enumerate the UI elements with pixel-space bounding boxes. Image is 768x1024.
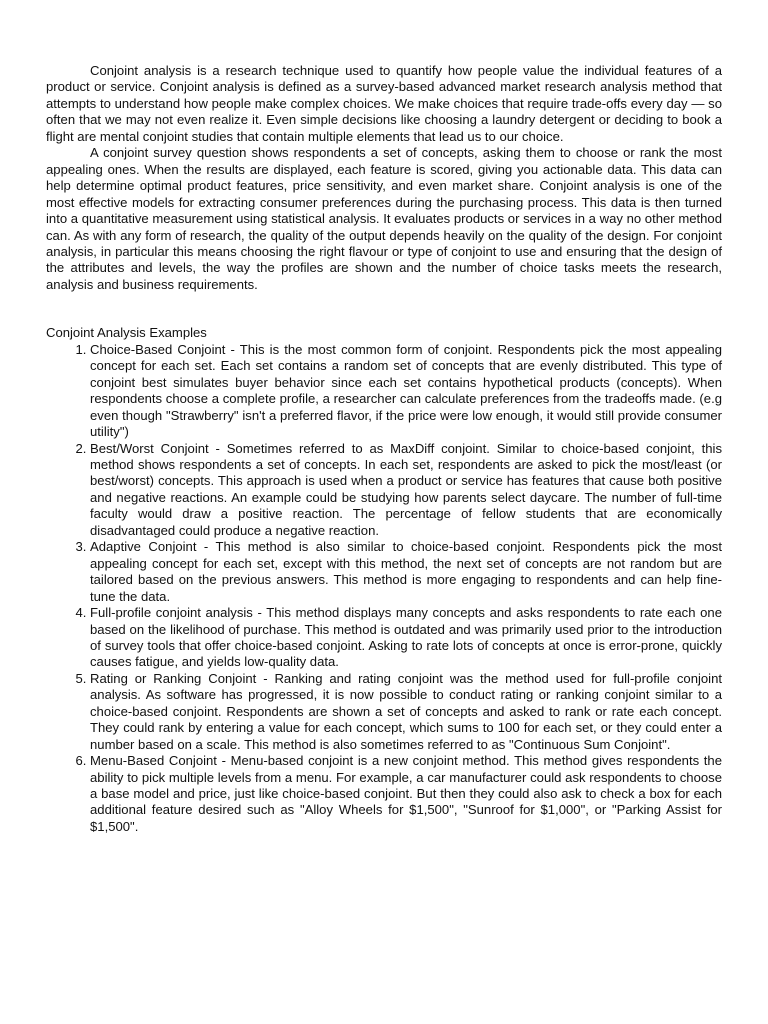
- examples-heading: Conjoint Analysis Examples: [46, 325, 207, 341]
- list-item: 5. Rating or Ranking Conjoint - Ranking and rating conjoint was the method used for full-profile conjoint analysis. As software has progressed, it is now possible to conduct rating or ranking conjoint similar to a choice-based conjoint. Respondents are shown a set of concepts and asked to rank or rate each concept. They could rank by entering a value for each concept, which sums to 100 for each set, or they could enter a number based on a scale. This method is also sometimes referred to as "Continuous Sum Conjoint".: [90, 671, 722, 753]
- examples-list: [46, 342, 722, 836]
- list-item: 1. Choice-Based Conjoint - This is the most common form of conjoint. Respondents pick the most appealing concept for each set. Each set contains a random set of concepts that are evenly distributed. This type of conjoint best simulates buyer behavior since each set contains hypothetical products (concepts). When respondents choose a complete profile, a researcher can calculate preferences from the tradeoffs made. (e.g even though "Strawberry" isn't a preferred flavor, if the price were low enough, it would still provide consumer utility"): [90, 342, 722, 441]
- intro-paragraph-1: Conjoint analysis is a research technique used to quantify how people value the individual features of a product or service. Conjoint analysis is defined as a survey-based advanced market research analysis method that attempts to understand how people make complex choices. We make choices that require trade-offs every day — so often that we may not even realize it. Even simple decisions like choosing a laundry detergent or deciding to book a flight are mental conjoint studies that contain multiple elements that lead us to our choice.: [46, 63, 722, 144]
- list-item: 6. Menu-Based Conjoint - Menu-based conjoint is a new conjoint method. This method gives respondents the ability to pick multiple levels from a menu. For example, a car manufacturer could ask respondents to choose a base model and price, just like choice-based conjoint. But then they could also ask to check a box for each additional feature desired such as "Alloy Wheels for $1,500", "Sunroof for $1,000", or "Parking Assist for $1,500".: [90, 753, 722, 835]
- list-item: 2. Best/Worst Conjoint - Sometimes referred to as MaxDiff conjoint. Similar to choice-based conjoint, this method shows respondents a set of concepts. In each set, respondents are asked to pick the most/least (or best/worst) concepts. This approach is used when a product or service has features that cause both positive and negative reactions. An example could be studying how parents select daycare. The number of full-time faculty would draw a positive reaction. The percentage of fellow students that are economically disadvantaged could produce a negative reaction.: [90, 441, 722, 540]
- intro-paragraph-2: A conjoint survey question shows respondents a set of concepts, asking them to choose or rank the most appealing ones. When the results are displayed, each feature is scored, giving you actionable data. This data can help determine optimal product features, price sensitivity, and even market share. Conjoint analysis is one of the most effective models for extracting consumer preferences during the purchasing process. This data is then turned into a quantitative measurement using statistical analysis. It evaluates products or services in a way no other method can. As with any form of research, the quality of the output depends heavily on the quality of the design. For conjoint analysis, in particular this means choosing the right flavour or type of conjoint to use and ensuring that the design of the attributes and levels, the way the profiles are shown and the number of choice tasks meets the research, analysis and business requirements.: [46, 145, 722, 292]
- list-item: 4. Full-profile conjoint analysis - This method displays many concepts and asks respondents to rate each one based on the likelihood of purchase. This method is outdated and was primarily used prior to the introduction of survey tools that offer choice-based conjoint. Asking to rate lots of concepts at once is error-prone, quickly causes fatigue, and yields low-quality data.: [90, 605, 722, 671]
- list-item: 3. Adaptive Conjoint - This method is also similar to choice-based conjoint. Respondents pick the most appealing concept for each set, except with this method, the next set of concepts are not random but are tailored based on the previous answers. This method is more engaging to respondents and can help fine-tune the data.: [90, 539, 722, 605]
